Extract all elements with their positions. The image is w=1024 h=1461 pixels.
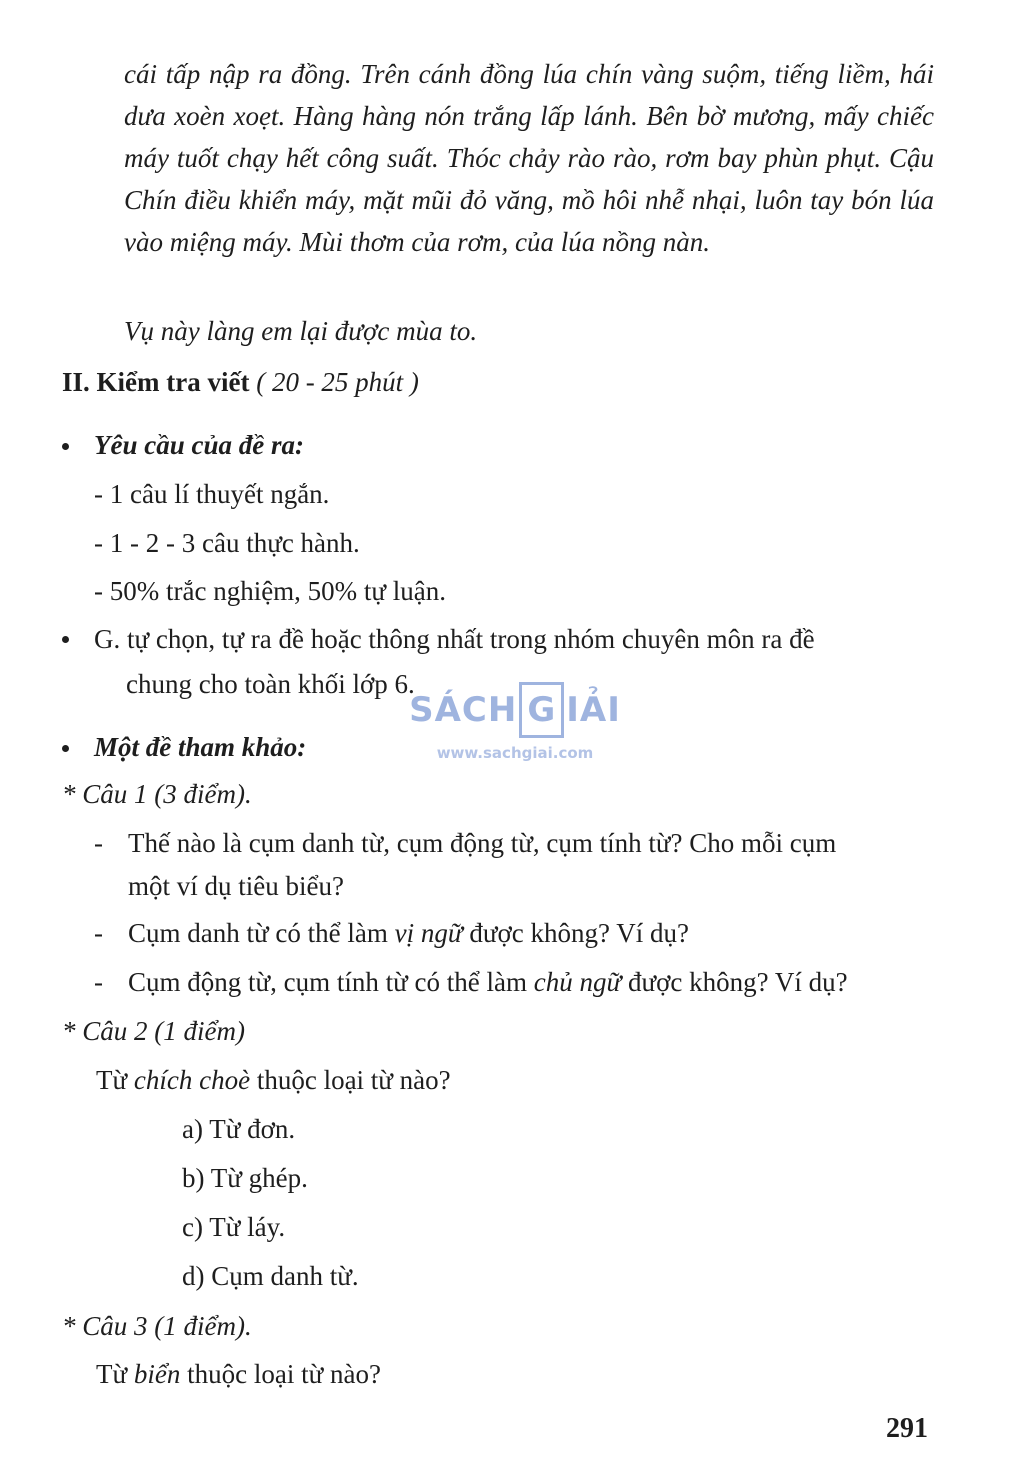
emphasis-term: chích choè bbox=[133, 1065, 251, 1095]
watermark-brand-right: IẢI bbox=[566, 690, 621, 730]
emphasis-term: vị ngữ bbox=[394, 918, 463, 948]
teacher-note-line1: G. tự chọn, tự ra đề hoặc thông nhất trong nhóm chuyên môn ra đề bbox=[94, 624, 815, 654]
question-1-item-1-line2: một ví dụ tiêu biểu? bbox=[128, 871, 344, 901]
text-run: thuộc loại từ nào? bbox=[180, 1359, 381, 1389]
watermark-brand-left: SÁCH bbox=[409, 690, 518, 730]
emphasis-term: chủ ngữ bbox=[533, 967, 622, 997]
watermark-url: www.sachgiai.com bbox=[436, 744, 594, 762]
text-run: thuộc loại từ nào? bbox=[250, 1065, 451, 1095]
question-3-prompt bbox=[96, 1357, 381, 1391]
requirement-item: - 50% trắc nghiệm, 50% tự luận. bbox=[94, 576, 447, 606]
reference-title: Một đề tham khảo: bbox=[94, 732, 307, 762]
emphasis-term: biển bbox=[133, 1359, 181, 1389]
question-1-item-2 bbox=[128, 916, 689, 950]
question-2-label: * Câu 2 (1 điểm) bbox=[62, 1016, 245, 1046]
text-run: Cụm danh từ có thể làm bbox=[128, 918, 395, 948]
requirement-item: - 1 - 2 - 3 câu thực hành. bbox=[94, 528, 360, 558]
text-run: Từ bbox=[96, 1359, 134, 1389]
question-2-option-a: a) Từ đơn. bbox=[182, 1114, 296, 1144]
section-heading-duration: ( 20 - 25 phút ) bbox=[256, 367, 419, 397]
text-run: được không? Ví dụ? bbox=[462, 918, 689, 948]
watermark-logo bbox=[410, 682, 620, 772]
question-2-prompt bbox=[96, 1063, 451, 1097]
question-1-label: * Câu 1 (3 điểm). bbox=[62, 779, 252, 809]
bullet-icon bbox=[62, 636, 69, 643]
teacher-note-line2: chung cho toàn khối lớp 6. bbox=[126, 669, 415, 699]
section-heading-title: II. Kiểm tra viết bbox=[62, 367, 250, 397]
passage-text: cái tấp nập ra đồng. Trên cánh đồng lúa chín vàng suộm, tiếng liềm, hái dưa xoèn xoẹt. Hàng hàng nón trắng lấp lánh. Bên bờ mương, mấy chiếc máy tuốt chạy hết công suất. Thóc chảy rào rào, rơm bay phùn phụt. Cậu Chín điều khiển máy, mặt mũi đỏ văng, mồ hôi nhễ nhại, luôn tay bón lúa vào miệng máy. Mùi thơm của rơm, của lúa nồng nàn. bbox=[124, 59, 934, 257]
text-run: được không? Ví dụ? bbox=[621, 967, 848, 997]
question-1-item-1-line1: Thế nào là cụm danh từ, cụm động từ, cụm tính từ? Cho mỗi cụm bbox=[128, 828, 837, 858]
question-1-dash: - bbox=[94, 967, 103, 997]
watermark-brand bbox=[410, 682, 620, 738]
question-2-option-c: c) Từ láy. bbox=[182, 1212, 286, 1242]
watermark-brand-box: G bbox=[519, 682, 564, 738]
question-2-option-b: b) Từ ghép. bbox=[182, 1163, 308, 1193]
question-1-item-3 bbox=[128, 965, 848, 999]
text-run: Cụm động từ, cụm tính từ có thể làm bbox=[128, 967, 534, 997]
question-3-label: * Câu 3 (1 điểm). bbox=[62, 1311, 252, 1341]
question-1-dash: - bbox=[94, 828, 103, 858]
page-number: 291 bbox=[886, 1413, 928, 1444]
section-heading bbox=[62, 365, 419, 399]
question-2-option-d: d) Cụm danh từ. bbox=[182, 1261, 359, 1291]
question-1-dash: - bbox=[94, 918, 103, 948]
requirements-title: Yêu cầu của đề ra: bbox=[94, 430, 304, 460]
text-run: Từ bbox=[96, 1065, 134, 1095]
requirement-item: - 1 câu lí thuyết ngắn. bbox=[94, 479, 330, 509]
bullet-icon bbox=[62, 443, 69, 450]
bullet-icon bbox=[62, 745, 69, 752]
passage-closing: Vụ này làng em lại được mùa to. bbox=[124, 316, 478, 346]
